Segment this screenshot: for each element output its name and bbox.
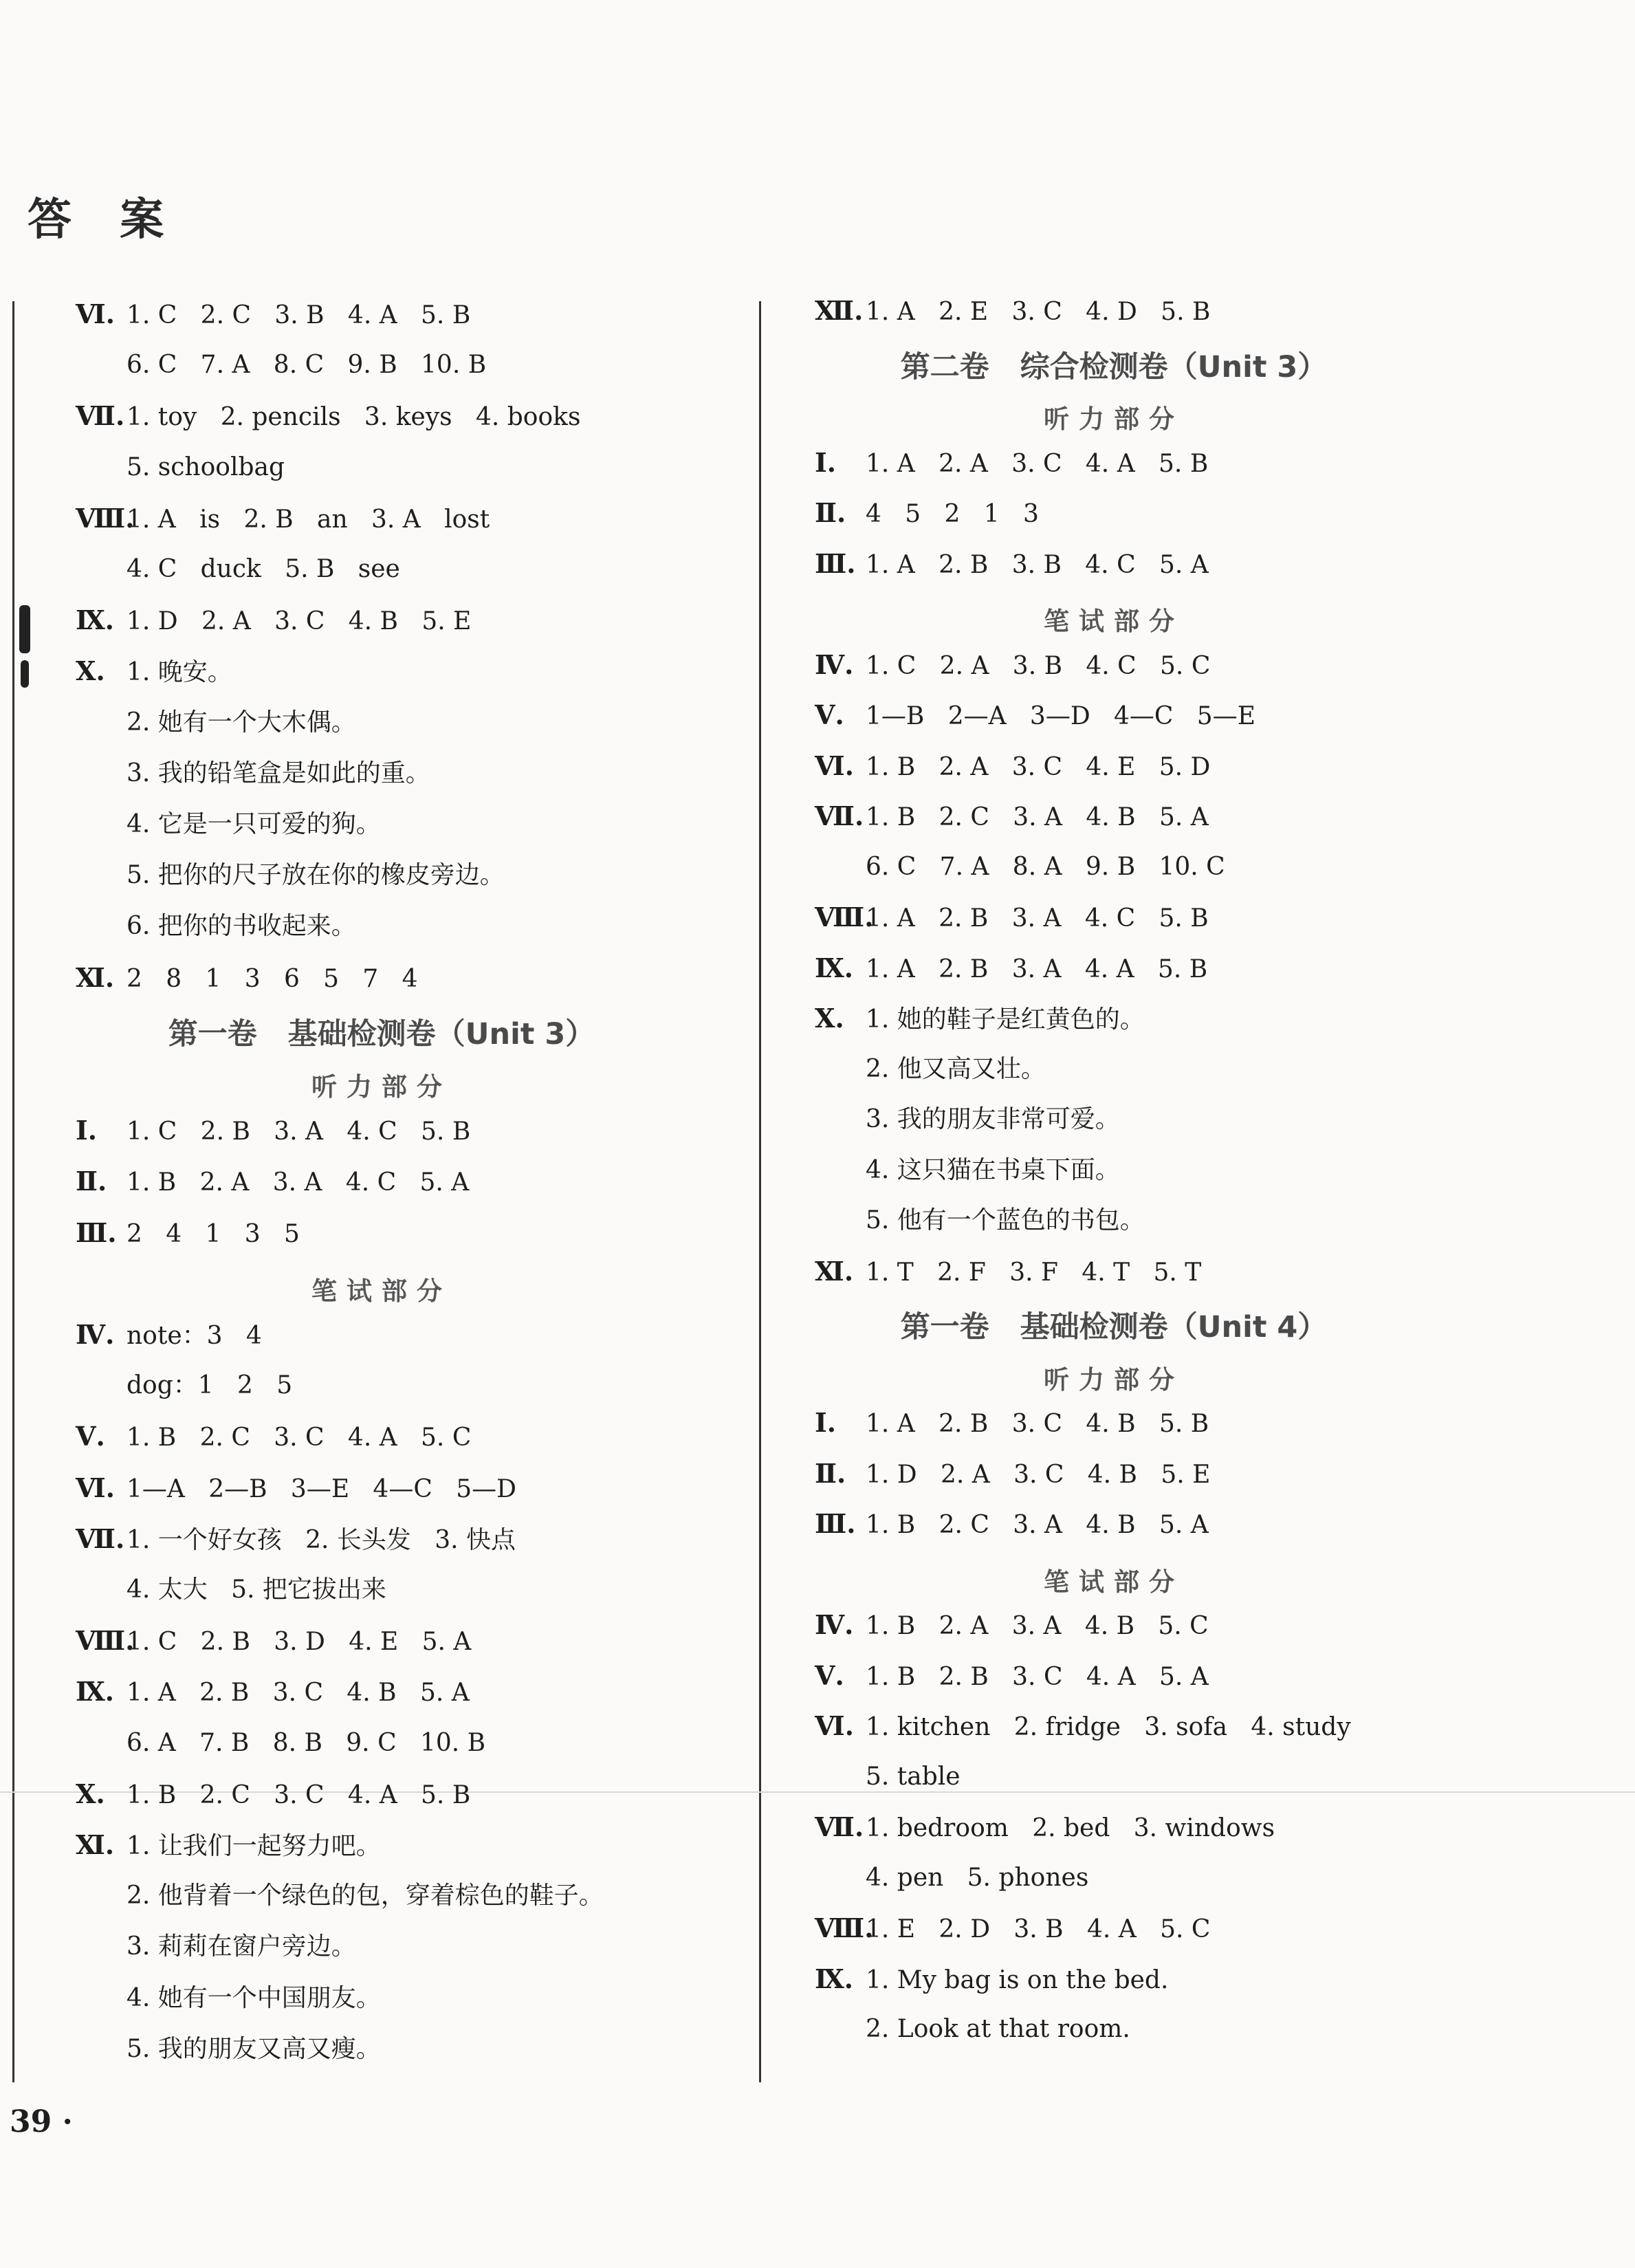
answer-row — [815, 1762, 961, 1792]
answer-text: 1. bedroom 2. bed 3. windows — [866, 1814, 1275, 1842]
answer-text: 1. A 2. E 3. C 4. D 5. B — [866, 298, 1211, 326]
answer-row — [815, 448, 1208, 479]
roman-numeral: Ⅶ. — [815, 1811, 864, 1842]
roman-numeral: Ⅳ. — [815, 648, 854, 680]
section-heading: 第一卷 基础检测卷（Unit 4） — [900, 1310, 1328, 1344]
scan-mark — [21, 660, 29, 688]
answer-text: 2. Look at that room. — [866, 2015, 1130, 2043]
answer-text: 1. T 2. F 3. F 4. T 5. T — [866, 1258, 1202, 1287]
roman-numeral: Ⅰ. — [815, 446, 837, 478]
page-number: 39 · — [10, 2104, 73, 2139]
answer-text: 1. B 2. C 3. A 4. B 5. A — [866, 803, 1209, 831]
column-divider — [759, 301, 761, 2082]
roman-numeral: Ⅷ. — [815, 902, 874, 933]
roman-numeral: Ⅴ. — [76, 1421, 105, 1452]
answer-text: 6. 把你的书收起来。 — [127, 912, 356, 941]
roman-numeral: Ⅸ. — [76, 1676, 115, 1708]
answer-row — [815, 1863, 1088, 1893]
answer-text: 1. D 2. A 3. C 4. B 5. E — [866, 1460, 1211, 1489]
answer-text: 1. 一个好女孩 2. 长头发 3. 快点 — [127, 1525, 516, 1554]
answer-row — [76, 452, 285, 483]
answer-row — [76, 809, 381, 840]
answer-text: 2. 她有一个大木偶。 — [127, 708, 356, 737]
answer-text: 1. B 2. C 3. C 4. A 5. C — [127, 1424, 472, 1452]
answer-text: dog：1 2 5 — [127, 1371, 293, 1400]
answer-text: 1. C 2. B 3. A 4. C 5. B — [127, 1117, 471, 1146]
answer-text: 4. 这只猫在书桌下面。 — [866, 1155, 1120, 1184]
roman-numeral: Ⅱ. — [815, 497, 846, 528]
answer-text: 1. A 2. B 3. A 4. C 5. B — [866, 904, 1209, 933]
roman-numeral: Ⅰ. — [815, 1407, 837, 1438]
answer-text: 1. C 2. A 3. B 4. C 5. C — [866, 651, 1211, 680]
answer-row — [76, 1779, 470, 1811]
subsection-heading: 听力部分 — [1044, 404, 1184, 434]
answer-text: 4. C duck 5. B see — [127, 555, 400, 583]
roman-numeral: Ⅹ. — [76, 655, 105, 687]
answer-row — [76, 1320, 262, 1351]
answer-row — [76, 605, 471, 637]
answer-text: 1. A 2. B 3. B 4. C 5. A — [866, 550, 1209, 579]
answer-text: 3. 莉莉在窗户旁边。 — [127, 1932, 356, 1961]
answer-row — [815, 498, 1039, 530]
answer-row — [815, 801, 1209, 833]
answer-text: 1. B 2. C 3. A 4. B 5. A — [866, 1511, 1209, 1539]
roman-numeral: Ⅲ. — [815, 1508, 856, 1539]
answer-row — [815, 902, 1209, 934]
left-margin-line — [12, 301, 14, 2082]
answer-text: 1. E 2. D 3. B 4. A 5. C — [866, 1915, 1211, 1943]
answer-row — [76, 911, 356, 941]
section-heading: 第一卷 基础检测卷（Unit 3） — [168, 1016, 595, 1051]
subsection-heading: 听力部分 — [1044, 1364, 1184, 1395]
roman-numeral: Ⅳ. — [815, 1609, 854, 1640]
answer-row — [815, 700, 1255, 732]
roman-numeral: Ⅸ. — [815, 1963, 854, 1994]
answer-row — [76, 1575, 386, 1605]
answer-row — [76, 1881, 604, 1911]
answer-row — [76, 1524, 516, 1556]
answer-text: 2 8 1 3 6 5 7 4 — [127, 964, 418, 993]
answer-text: 4. 太大 5. 把它拔出来 — [127, 1575, 386, 1604]
answer-row — [815, 1509, 1209, 1540]
answer-text: 1. A 2. B 3. A 4. A 5. B — [866, 955, 1208, 983]
answer-text: 6. A 7. B 8. B 9. C 10. B — [127, 1728, 486, 1757]
answer-text: 1. My bag is on the bed. — [866, 1965, 1169, 1994]
answer-text: 1. B 2. A 3. C 4. E 5. D — [866, 752, 1211, 781]
answer-row — [76, 1932, 356, 1962]
roman-numeral: Ⅰ. — [76, 1115, 98, 1146]
answer-text: 2. 他背着一个绿色的包，穿着棕色的鞋子。 — [127, 1882, 604, 1910]
answer-row — [815, 1003, 1145, 1035]
answer-text: 4. 她有一个中国朋友。 — [127, 1983, 381, 2012]
answer-text: 2. 他又高又壮。 — [866, 1054, 1046, 1083]
answer-text: 1. kitchen 2. fridge 3. sofa 4. study — [866, 1713, 1351, 1741]
subsection-heading: 笔试部分 — [311, 1276, 452, 1306]
roman-numeral: Ⅲ. — [76, 1217, 117, 1248]
answer-text: 1—B 2—A 3—D 4—C 5—E — [866, 702, 1255, 730]
roman-numeral: Ⅱ. — [815, 1457, 846, 1489]
roman-numeral: Ⅳ. — [76, 1319, 115, 1350]
answer-row — [815, 1661, 1209, 1692]
roman-numeral: Ⅵ. — [815, 1710, 854, 1741]
roman-numeral: Ⅺ. — [815, 1255, 854, 1287]
roman-numeral: Ⅵ. — [76, 298, 115, 329]
answer-text: 4. pen 5. phones — [866, 1863, 1089, 1892]
answer-row — [815, 751, 1210, 783]
answer-text: 1. 晚安。 — [127, 658, 232, 687]
answer-text: 5. table — [866, 1762, 961, 1791]
roman-numeral: Ⅵ. — [76, 1472, 115, 1503]
answer-row — [76, 1677, 470, 1708]
roman-numeral: Ⅶ. — [815, 800, 864, 831]
answer-row — [815, 852, 1225, 882]
answer-row — [76, 1473, 516, 1505]
roman-numeral: Ⅻ. — [815, 295, 864, 326]
answer-row — [815, 1256, 1201, 1288]
answer-text: 2 4 1 3 5 — [127, 1219, 300, 1248]
answer-row — [815, 296, 1210, 327]
answer-text: 1. C 2. B 3. D 4. E 5. A — [127, 1628, 472, 1657]
roman-numeral: Ⅷ. — [815, 1912, 874, 1943]
answer-row — [815, 1812, 1275, 1844]
roman-numeral: Ⅸ. — [815, 952, 854, 983]
roman-numeral: Ⅺ. — [76, 1829, 115, 1860]
roman-numeral: Ⅷ. — [76, 1625, 135, 1657]
answer-row — [815, 1104, 1120, 1135]
answer-text: 1. D 2. A 3. C 4. B 5. E — [127, 607, 472, 636]
answer-text: 1. A is 2. B an 3. A lost — [127, 505, 490, 534]
answer-row — [815, 1155, 1120, 1186]
answer-text: 1. B 2. B 3. C 4. A 5. A — [866, 1662, 1209, 1691]
answer-row — [815, 1408, 1209, 1439]
answer-text: 1. 她的鞋子是红黄色的。 — [866, 1005, 1145, 1034]
roman-numeral: Ⅵ. — [815, 750, 854, 781]
answer-text: 1—A 2—B 3—E 4—C 5—D — [127, 1474, 516, 1503]
answer-row — [815, 1610, 1209, 1642]
answer-text: 1. A 2. B 3. C 4. B 5. A — [127, 1679, 470, 1708]
roman-numeral: Ⅲ. — [815, 547, 856, 579]
answer-row — [815, 1711, 1351, 1743]
answer-row — [815, 1206, 1145, 1236]
answer-text: note：3 4 — [127, 1322, 262, 1350]
roman-numeral: Ⅱ. — [76, 1166, 107, 1197]
roman-numeral: Ⅸ. — [76, 604, 115, 636]
roman-numeral: Ⅴ. — [815, 1659, 844, 1691]
answer-text: 6. C 7. A 8. C 9. B 10. B — [127, 351, 487, 380]
section-heading: 第二卷 综合检测卷（Unit 3） — [900, 349, 1328, 384]
roman-numeral: Ⅷ. — [76, 502, 135, 534]
answer-row — [815, 953, 1207, 985]
answer-row — [76, 503, 490, 535]
answer-row — [76, 1371, 292, 1401]
answer-text: 1. B 2. A 3. A 4. B 5. C — [866, 1612, 1209, 1640]
answer-row — [76, 759, 430, 789]
answer-row — [815, 2014, 1130, 2045]
answer-text: 3. 我的朋友非常可爱。 — [866, 1105, 1120, 1133]
answer-row — [76, 401, 580, 433]
answer-text: 1. B 2. C 3. C 4. A 5. B — [127, 1780, 471, 1809]
answer-row — [76, 1626, 471, 1657]
subsection-heading: 笔试部分 — [1044, 1567, 1184, 1597]
answer-row — [815, 1054, 1046, 1084]
answer-row — [815, 1964, 1168, 1996]
roman-numeral: Ⅹ. — [76, 1778, 105, 1809]
answer-row — [76, 1728, 485, 1758]
answer-row — [76, 299, 470, 331]
subsection-heading: 笔试部分 — [1044, 607, 1184, 636]
answer-text: 3. 我的铅笔盒是如此的重。 — [127, 759, 430, 787]
answer-row — [76, 656, 232, 688]
answer-row — [76, 708, 356, 738]
roman-numeral: Ⅶ. — [76, 1523, 125, 1554]
answer-row — [76, 2034, 381, 2064]
answer-text: 6. C 7. A 8. A 9. B 10. C — [866, 852, 1225, 881]
answer-row — [76, 350, 486, 380]
answer-text: 5. schoolbag — [127, 452, 285, 481]
answer-row — [815, 1459, 1210, 1490]
answer-text: 1. toy 2. pencils 3. keys 4. books — [127, 403, 581, 432]
answer-row — [76, 1166, 469, 1198]
answer-row — [815, 549, 1209, 580]
answer-row — [76, 1218, 300, 1250]
answer-text: 5. 他有一个蓝色的书包。 — [866, 1206, 1145, 1234]
answer-row — [76, 1115, 470, 1147]
answer-row — [76, 860, 505, 891]
answer-row — [815, 650, 1210, 682]
answer-text: 5. 把你的尺子放在你的橡皮旁边。 — [127, 861, 505, 890]
answer-row — [76, 963, 418, 994]
answer-text: 1. A 2. B 3. C 4. B 5. B — [866, 1410, 1209, 1438]
answer-text: 4 5 2 1 3 — [866, 500, 1039, 528]
answer-text: 5. 我的朋友又高又瘦。 — [127, 2034, 381, 2063]
answer-row — [76, 1983, 381, 2014]
scan-mark — [19, 605, 30, 653]
answer-text: 1. C 2. C 3. B 4. A 5. B — [127, 301, 471, 329]
roman-numeral: Ⅶ. — [76, 400, 125, 432]
subsection-heading: 听力部分 — [311, 1072, 452, 1102]
page-title: 答 案 — [28, 195, 181, 246]
answer-text: 1. A 2. A 3. C 4. A 5. B — [866, 449, 1209, 478]
answer-row — [815, 1913, 1210, 1945]
answer-row — [76, 554, 400, 585]
roman-numeral: Ⅴ. — [815, 699, 844, 730]
answer-row — [76, 1421, 471, 1453]
answer-row — [76, 1830, 381, 1862]
answer-text: 1. B 2. A 3. A 4. C 5. A — [127, 1168, 470, 1197]
roman-numeral: Ⅹ. — [815, 1003, 844, 1034]
answer-text: 1. 让我们一起努力吧。 — [127, 1832, 381, 1860]
roman-numeral: Ⅺ. — [76, 961, 115, 993]
answer-text: 4. 它是一只可爱的狗。 — [127, 810, 381, 838]
